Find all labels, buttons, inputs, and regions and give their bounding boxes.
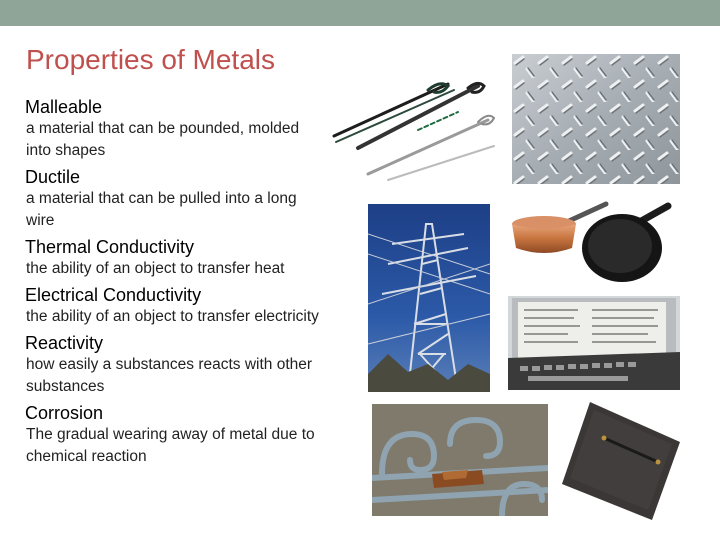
property-list <box>25 96 325 468</box>
definition-reactivity: how easily a substances reacts with other substances <box>26 356 313 395</box>
power-tower-image <box>368 204 490 392</box>
definition-malleable: a material that can be pounded, molded into shapes <box>26 120 300 159</box>
slide-title: Properties of Metals <box>26 44 275 75</box>
term-thermal-conductivity: Thermal Conductivity <box>25 237 195 257</box>
definition-electrical-conductivity: the ability of an object to transfer electricity <box>26 308 319 325</box>
definition-corrosion: The gradual wearing away of metal due to chemical reaction <box>26 426 315 465</box>
definition-ductile: a material that can be pulled into a long wire <box>26 190 297 229</box>
term-electrical-conductivity: Electrical Conductivity <box>25 285 202 305</box>
definition-thermal-conductivity: the ability of an object to transfer heat <box>26 260 285 277</box>
cooking-pans-image <box>510 196 678 292</box>
term-reactivity: Reactivity <box>25 333 104 353</box>
top-bar <box>0 0 720 26</box>
term-corrosion: Corrosion <box>25 403 104 423</box>
rusty-railing-image <box>372 404 548 516</box>
wire-cables-image <box>328 56 504 184</box>
term-ductile: Ductile <box>25 167 81 187</box>
term-malleable: Malleable <box>25 97 103 117</box>
diamond-plate-image <box>512 54 680 184</box>
metal-pad-image <box>560 398 684 522</box>
ereader-image <box>508 296 680 390</box>
